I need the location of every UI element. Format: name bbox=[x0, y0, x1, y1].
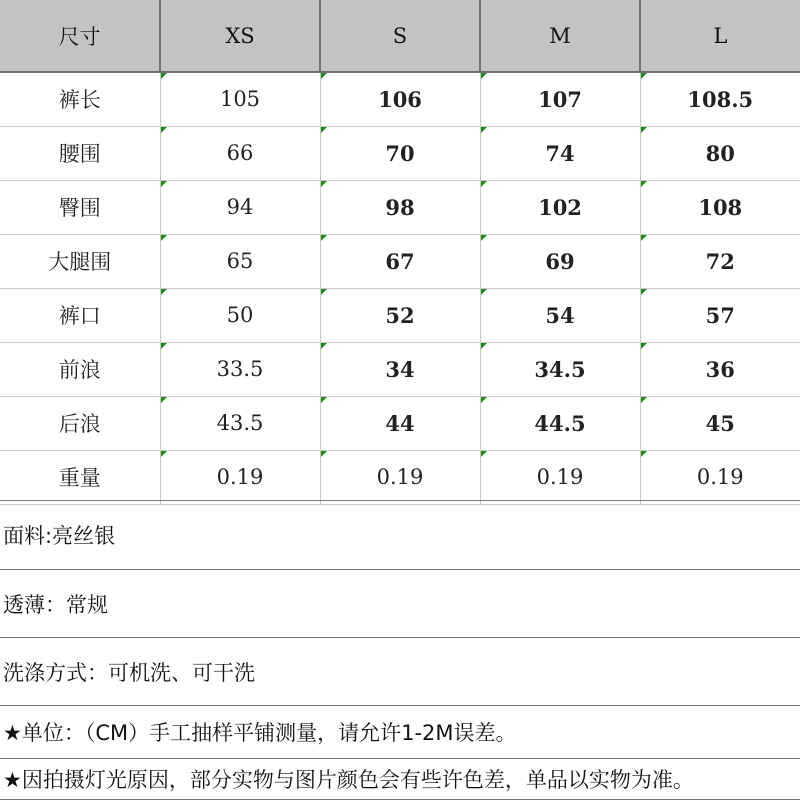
row-label: 重量 bbox=[0, 450, 160, 504]
cell-m: 0.19 bbox=[480, 450, 640, 504]
cell-l: 108.5 bbox=[640, 72, 800, 126]
cell-xs: 94 bbox=[160, 180, 320, 234]
cell-m: 69 bbox=[480, 234, 640, 288]
cell-l: 72 bbox=[640, 234, 800, 288]
row-label: 后浪 bbox=[0, 396, 160, 450]
table-row bbox=[0, 72, 800, 126]
header-xs: XS bbox=[160, 0, 320, 72]
cell-m: 74 bbox=[480, 126, 640, 180]
cell-l: 45 bbox=[640, 396, 800, 450]
cell-xs: 43.5 bbox=[160, 396, 320, 450]
cell-l: 108 bbox=[640, 180, 800, 234]
cell-m: 44.5 bbox=[480, 396, 640, 450]
cell-m: 102 bbox=[480, 180, 640, 234]
table-row bbox=[0, 234, 800, 288]
cell-l: 36 bbox=[640, 342, 800, 396]
table-row bbox=[0, 180, 800, 234]
cell-l: 57 bbox=[640, 288, 800, 342]
color-note: ★因拍摄灯光原因，部分实物与图片颜色会有些许色差，单品以实物为准。 bbox=[0, 758, 800, 800]
fabric-note: 面料:亮丝银 bbox=[0, 500, 800, 569]
cell-xs: 65 bbox=[160, 234, 320, 288]
header-row bbox=[0, 0, 800, 72]
cell-s: 106 bbox=[320, 72, 480, 126]
thickness-note: 透薄：常规 bbox=[0, 569, 800, 637]
cell-s: 67 bbox=[320, 234, 480, 288]
cell-m: 34.5 bbox=[480, 342, 640, 396]
cell-xs: 105 bbox=[160, 72, 320, 126]
cell-l: 0.19 bbox=[640, 450, 800, 504]
cell-m: 54 bbox=[480, 288, 640, 342]
cell-s: 44 bbox=[320, 396, 480, 450]
cell-s: 70 bbox=[320, 126, 480, 180]
cell-s: 0.19 bbox=[320, 450, 480, 504]
cell-s: 98 bbox=[320, 180, 480, 234]
header-m: M bbox=[480, 0, 640, 72]
cell-s: 52 bbox=[320, 288, 480, 342]
table-row bbox=[0, 342, 800, 396]
table-row bbox=[0, 450, 800, 504]
cell-l: 80 bbox=[640, 126, 800, 180]
header-size: 尺寸 bbox=[0, 0, 160, 72]
table-row bbox=[0, 288, 800, 342]
cell-xs: 50 bbox=[160, 288, 320, 342]
row-label: 腰围 bbox=[0, 126, 160, 180]
header-s: S bbox=[320, 0, 480, 72]
table-row bbox=[0, 396, 800, 450]
cell-s: 34 bbox=[320, 342, 480, 396]
row-label: 大腿围 bbox=[0, 234, 160, 288]
cell-xs: 0.19 bbox=[160, 450, 320, 504]
cell-m: 107 bbox=[480, 72, 640, 126]
cell-xs: 66 bbox=[160, 126, 320, 180]
table-row bbox=[0, 126, 800, 180]
unit-note: ★单位：（CM）手工抽样平铺测量，请允许1-2M误差。 bbox=[0, 705, 800, 758]
row-label: 前浪 bbox=[0, 342, 160, 396]
row-label: 裤长 bbox=[0, 72, 160, 126]
washing-note: 洗涤方式：可机洗、可干洗 bbox=[0, 637, 800, 705]
row-label: 臀围 bbox=[0, 180, 160, 234]
header-l: L bbox=[640, 0, 800, 72]
row-label: 裤口 bbox=[0, 288, 160, 342]
cell-xs: 33.5 bbox=[160, 342, 320, 396]
